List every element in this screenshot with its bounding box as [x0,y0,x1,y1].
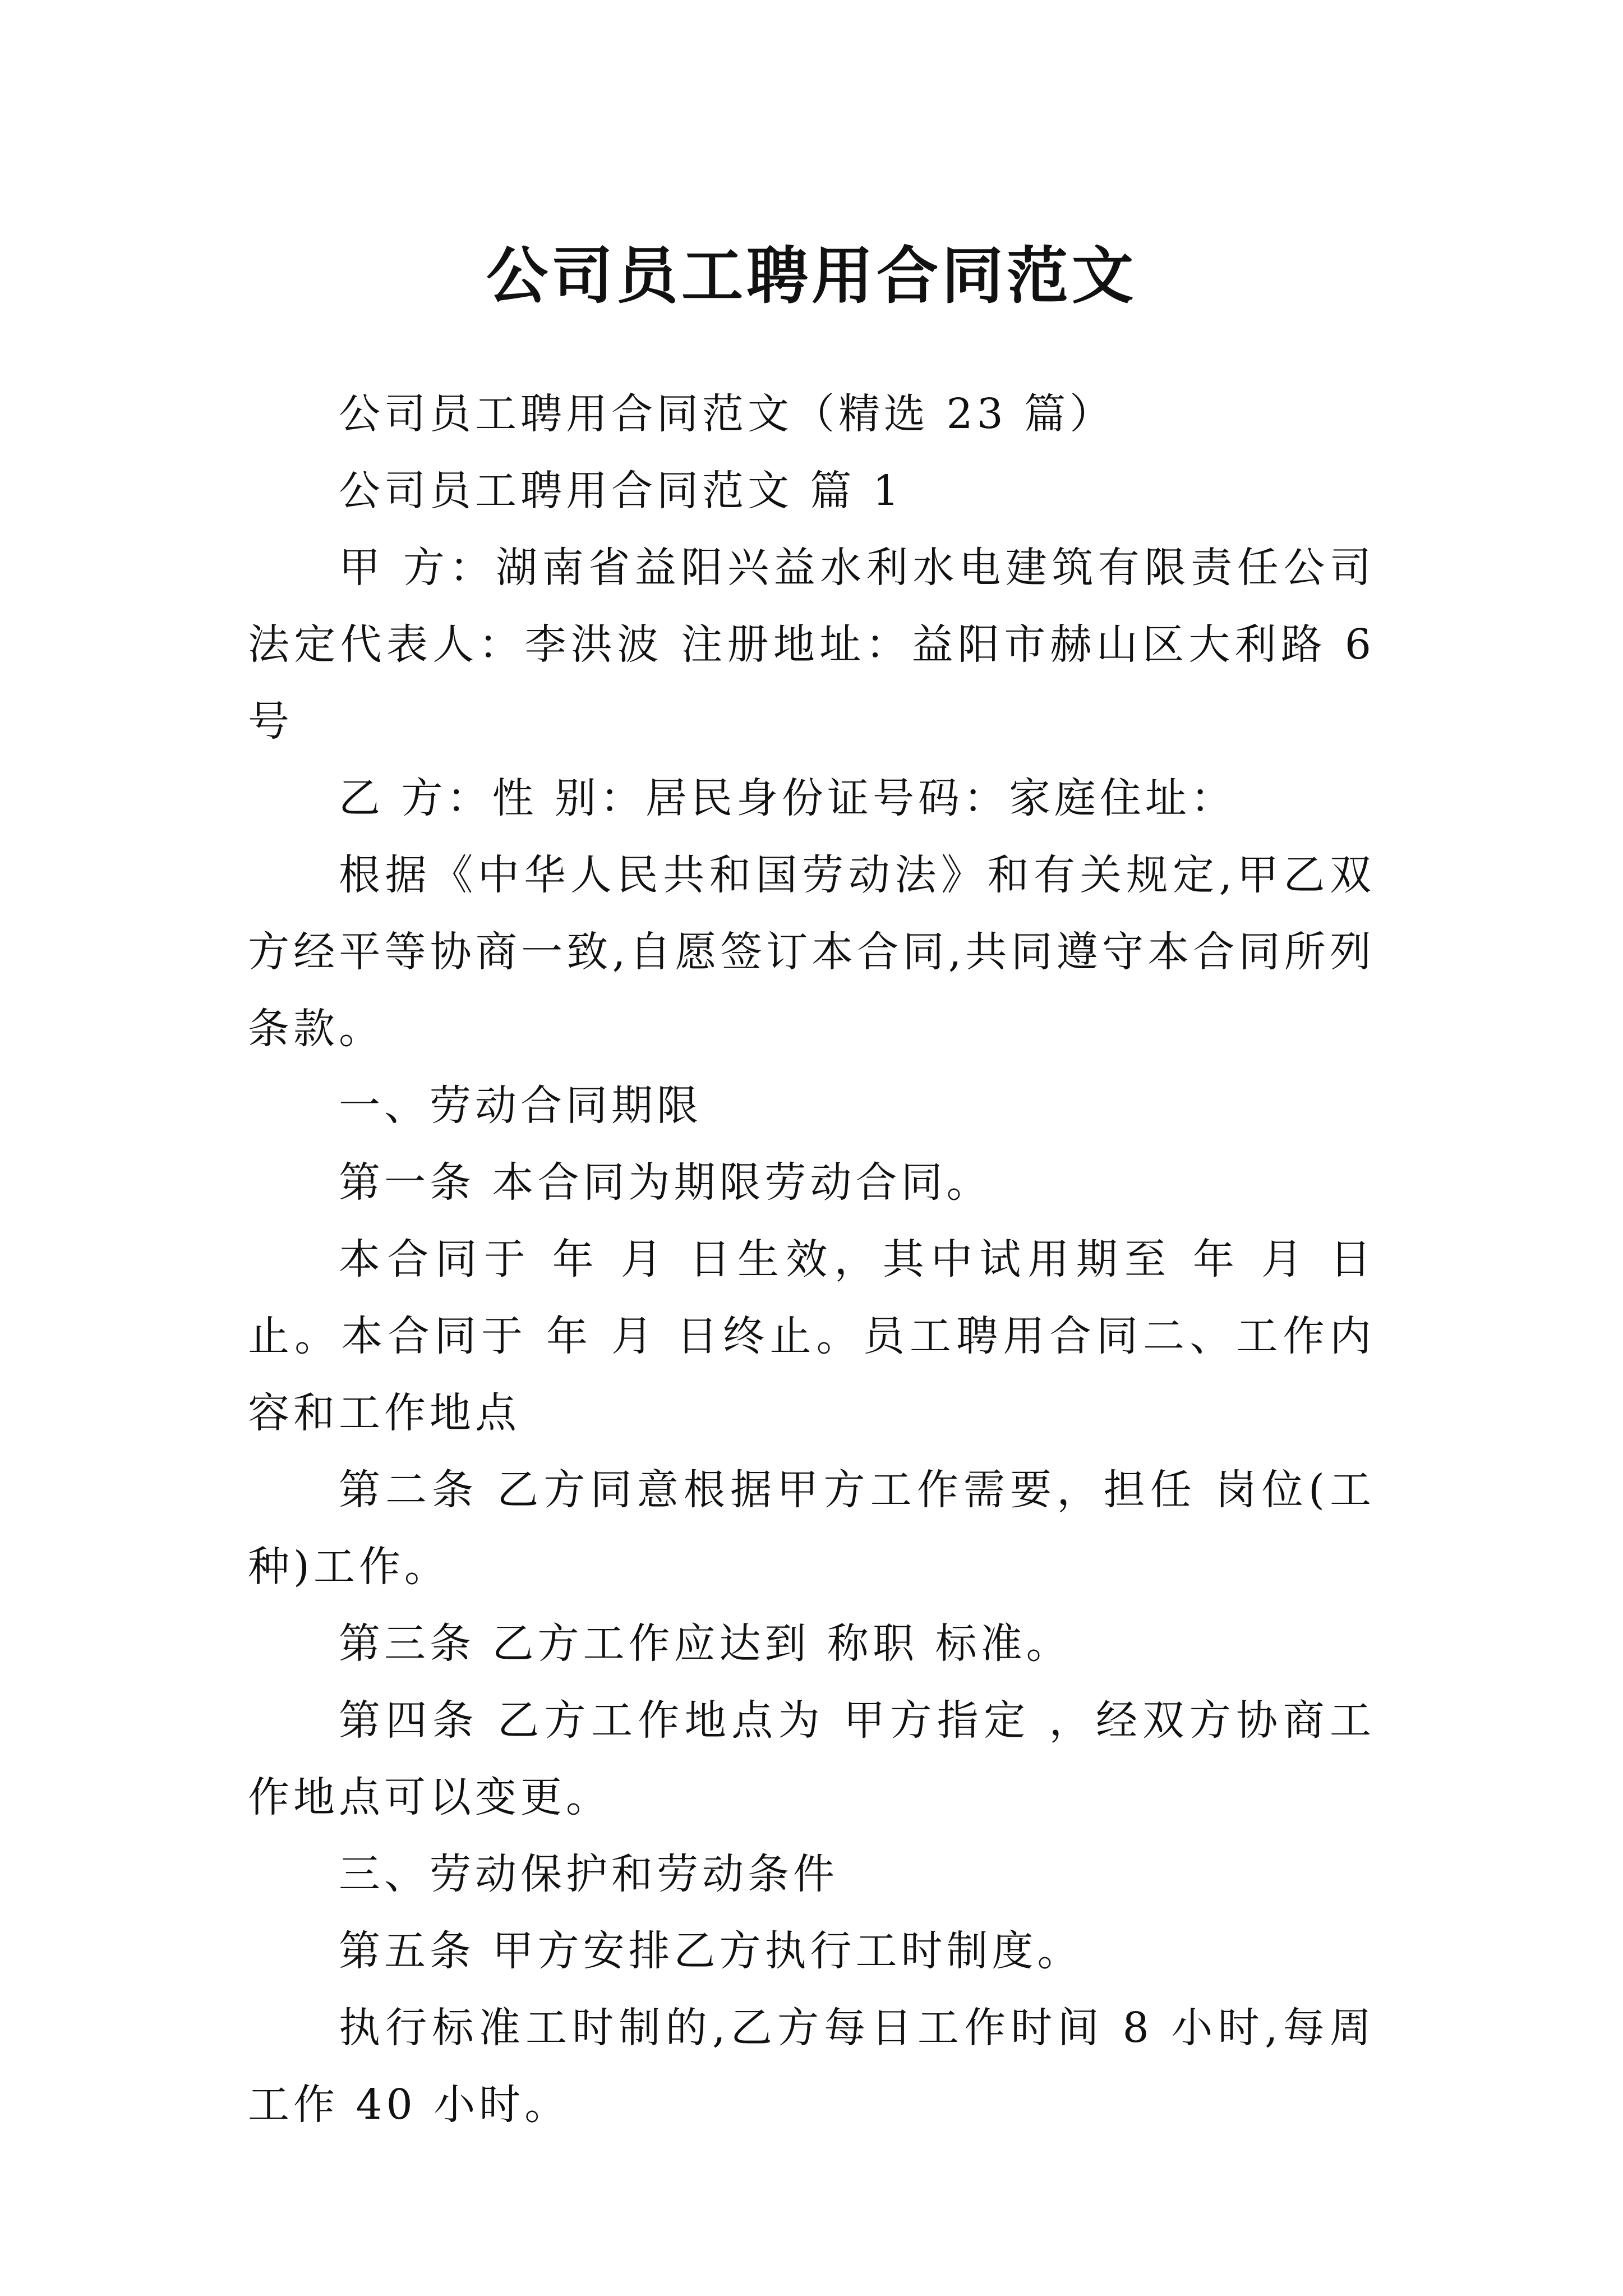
paragraph: 第一条 本合同为期限劳动合同。 [339,1158,992,1207]
paragraph: 乙 方：性 别：居民身份证号码：家庭住址： [339,774,1237,822]
paragraph: 第五条 甲方安排乙方执行工时制度。 [339,1927,1083,1975]
paragraph: 公司员工聘用合同范文（精选 23 篇） [339,390,1115,438]
paragraph: 第三条 乙方工作应达到 称职 标准。 [339,1619,1072,1668]
section-heading: 一、劳动合同期限 [339,1082,702,1130]
paragraph: 第二条 乙方同意根据甲方工作需要，担任 岗位(工种)工作。 [248,1466,1375,1591]
paragraph: 执行标准工时制的,乙方每日工作时间 8 小时,每周工作 40 小时。 [248,2004,1375,2129]
section-heading: 三、劳动保护和劳动条件 [339,1850,838,1898]
paragraph: 公司员工聘用合同范文 篇 1 [339,467,903,515]
paragraph: 甲 方：湖南省益阳兴益水利水电建筑有限责任公司 法定代表人：李洪波 注册地址：益阳市赫山区大利路 6 号 [248,544,1375,746]
document-title: 公司员工聘用合同范文 [486,239,1137,312]
document-body [248,376,1375,2143]
paragraph: 根据《中华人民共和国劳动法》和有关规定,甲乙双方经平等协商一致,自愿签订本合同,共同遵守本合同所列条款。 [248,851,1375,1053]
paragraph: 本合同于 年 月 日生效，其中试用期至 年 月 日止。本合同于 年 月 日终止。员工聘用合同二、工作内容和工作地点 [248,1235,1375,1437]
paragraph: 第四条 乙方工作地点为 甲方指定 ，经双方协商工作地点可以变更。 [248,1696,1375,1821]
